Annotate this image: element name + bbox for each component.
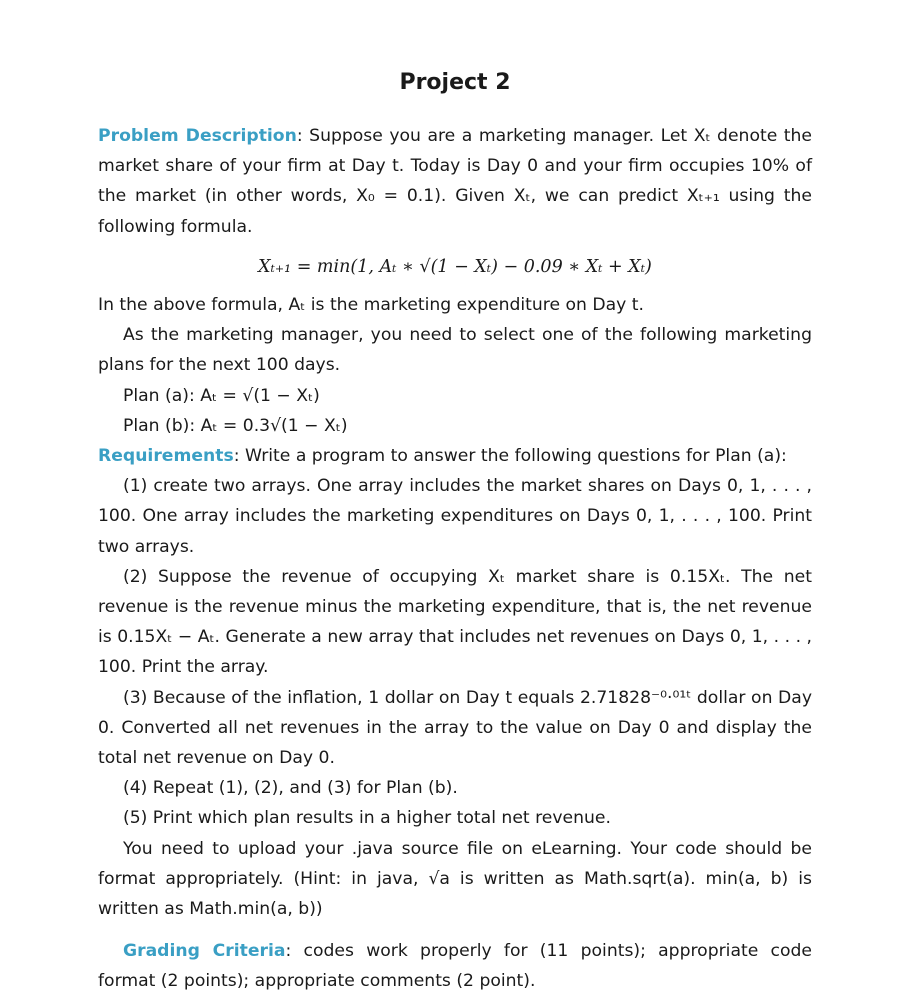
requirements-label: Requirements [98, 446, 234, 467]
formula-text: Xₜ₊₁ = min(1, Aₜ ∗ √(1 − Xₜ) − 0.09 ∗ Xₜ + Xₜ) [258, 256, 652, 277]
requirements-paragraph [98, 441, 812, 471]
grading-label: Grading Criteria [123, 941, 286, 962]
problem-label: Problem Description [98, 126, 297, 146]
requirements-text: : Write a program to answer the following questions for Plan (a): [233, 446, 787, 467]
spacer [98, 924, 812, 936]
problem-paragraph [98, 121, 812, 242]
problem-text: : Suppose you are a marketing manager. Let Xₜ denote the market share of your firm at Day t. Today is Day 0 and your firm occupies 10% of the market (in other words, X₀ = 0.1). Given Xₜ, we can predict Xₜ₊₁ using the following formula. [98, 126, 812, 237]
upload-paragraph: You need to upload your .java source file on eLearning. Your code should be format appropriately. (Hint: in java, √a is written as Math.sqrt(a). min(a, b) is written as Math.min(a, b)) [98, 838, 812, 920]
grading-paragraph [98, 936, 812, 996]
requirement-item-3: (3) Because of the inflation, 1 dollar on Day t equals 2.71828⁻⁰·⁰¹ᵗ dollar on Day 0. Converted all net revenues in the array to the value on Day 0 and display the total net revenue on Day 0. [98, 687, 812, 769]
page-title: Project 2 [399, 70, 511, 95]
formula [98, 252, 812, 282]
requirement-item-5: (5) Print which plan results in a higher total net revenue. [123, 808, 611, 829]
requirement-item-2: (2) Suppose the revenue of occupying Xₜ market share is 0.15Xₜ. The net revenue is the revenue minus the marketing expenditure, that is, the net revenue is 0.15Xₜ − Aₜ. Generate a new array that includes net revenues on Days 0, 1, . . . , 100. Print the array. [98, 566, 812, 678]
grading-text: : codes work properly for (11 points); appropriate code format (2 points); appropriate comments (2 point). [98, 941, 812, 992]
requirement-item-1: (1) create two arrays. One array includes the market shares on Days 0, 1, . . . , 100. One array includes the marketing expenditures on Days 0, 1, . . . , 100. Print two arrays. [98, 476, 812, 557]
plan-b: Plan (b): Aₜ = 0.3√(1 − Xₜ) [123, 415, 348, 436]
formula-note: In the above formula, Aₜ is the marketing expenditure on Day t. [98, 295, 644, 316]
intro-paragraph: As the marketing manager, you need to select one of the following marketing plans for the next 100 days. [98, 325, 812, 376]
plan-a: Plan (a): Aₜ = √(1 − Xₜ) [123, 385, 320, 406]
requirement-item-4: (4) Repeat (1), (2), and (3) for Plan (b). [123, 778, 458, 799]
document-body [98, 121, 812, 997]
